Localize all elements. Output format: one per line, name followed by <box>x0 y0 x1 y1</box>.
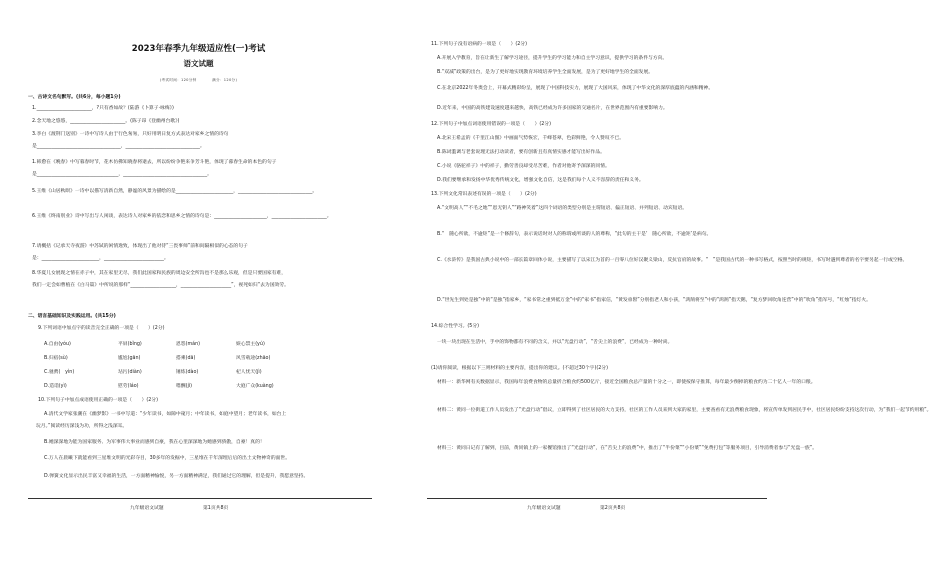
question-line: 14.综合性学习。(5分) <box>431 324 480 329</box>
option-cell: 风雪载途(zhāo) <box>236 356 271 361</box>
question-line: A.“文明高人”“不毛之地”“恩无钥人”“路神笑着”这四个词语的类型分别是主谓短语、偏正短语、并列短语、动宾短语。 <box>437 206 688 211</box>
question-line: 材料二：黄同一位街道工作人员发出了“光盘行动”倡议，立即得到了社区居民的大力支持，社区的工作人员来到大家的家里，主要查看有无浪费粮食现象，将宣传单发到居民手中，社区居民纷纷支持这次行动，为“我们一起节约用粮”。 <box>437 408 931 413</box>
footer-subject: 九年级语文试题 <box>130 506 164 511</box>
question-line: 13.下列文化常识表述有误的一项是（ ）(2分) <box>431 192 537 197</box>
question-line: 8.华夏儿女展现之情在赤子中，其在家里无尽，我们此国家和民族的周边安全所沟也不是那么乐观，但是只要国家有难， <box>32 271 287 276</box>
question-line: 5.王维《山居秋暝》一诗中以描写清新自然，静谧的风景为描绘的是________________________，_______________________________。 <box>32 189 318 194</box>
question-line: 1._______________________，?只有香如故？(陆游《卜算子·咏梅》) <box>32 106 174 111</box>
question-line: 9.下列词语中加点字的读音完全正确的一项是（ ）(2分) <box>38 326 165 331</box>
option-cell: 玷污(diàn) <box>118 370 142 375</box>
question-line: A.清代文学家张潮在《幽梦影》一书中写道：“少年读书，如隙中窥月；中年读书，如庭中望月；老年读书，如台上 <box>44 412 287 417</box>
question-line: 7.请概括《记承天寺夜游》中苏轼的闲情逸致，体现出了他对待“三畏事师”前和间隔相似的心态的句子 <box>32 244 248 249</box>
option-cell: 搭乘(dā) <box>176 356 196 361</box>
option-cell: 恩怨(mán) <box>176 342 200 347</box>
question-line: B.“ 随心所欲，不逾矩”是一个修辞句，表示说话时对人的称谓或所谈的人的尊称，“此句的主干是‘ 随心所欲，不逾矩’是病句。 <box>437 232 712 237</box>
exam-page-left <box>0 0 397 562</box>
question-line: 材料一：新华网有关数据显示，我国每年浪费食物的总量折合粮食约500亿斤，接近全国粮食总产量的十分之一，即使按保守推算，每年最少倒掉的粮食约为二十亿人一年的口粮。 <box>437 380 816 385</box>
question-line: D.我们要继承和发扬中华优秀传统文化，增强文化自信，这是我们每个人义不容辞的责任和义务。 <box>437 178 644 183</box>
question-line: 6.王维《终南别业》诗中写出与人闲谈，表达诗人对家乡的依恋和思乡之情的诗句是：______________________，_______________________。 <box>32 214 332 219</box>
footer-subject: 九年级语文试题 <box>527 506 561 511</box>
question-line: 12.下列句子中加点词语使用错误的一项是（ ）(2分) <box>431 122 551 127</box>
footer-page-number: 第2页共8页 <box>600 506 626 511</box>
option-cell: D.造诣(yì) <box>44 384 67 389</box>
question-line: 我们一定会如曹植在《白马篇》中所说的那样“___________________，_____________________”，视死如归“去为国效劳。 <box>32 283 289 288</box>
question-line: B.陈词滥调与老套说理无法打动读者，要有创新且有真情实感才能写出好作品。 <box>437 150 605 155</box>
exam-page-right <box>397 0 931 562</box>
question-line: 玩月。”阅读经历深浅为功，所得之浅深耳。 <box>36 424 128 429</box>
subject-title: 语文试题 <box>183 59 214 68</box>
question-line: C.万人在晨曦下就能看到三星堆文明的光彩夺目，30多年的发掘中，三星堆在千年深埋后后的出土文物神奇的面世。 <box>44 456 291 461</box>
option-cell: C.驰骋( yìn) <box>44 370 75 375</box>
option-cell: 尴尬(gān) <box>118 356 141 361</box>
section-heading: 二、语言基础知识及实践运用。(共15分) <box>28 314 116 319</box>
question-line: C.小说《骆驼祥子》中的祥子，勤劳善良却受尽苦难，作者对他寄予深深的同情。 <box>437 164 610 169</box>
exam-title: 2023年春季九年级适应性(一)考试 <box>131 44 266 54</box>
option-cell: B.归宿(sù) <box>44 356 68 361</box>
option-cell: 嗜酬(jì) <box>176 384 193 389</box>
question-line: C.《水浒传》是我国古典小说中的一部长篇章回体小说，主要描写了以宋江为首的一百零八位好汉聚义梁山，反抗官府的故事。“ ”是我国古代的一种书写格式，按照当时的规矩，书写时遇到尊者的名字要另起一行或空格。 <box>437 258 908 263</box>
question-line: A.北宋王希孟的《千里江山图》中画面气势恢宏，千峰苍翠，色彩鲜艳，令人赞叹不已。 <box>437 136 625 141</box>
question-line: (1)请你阅读，根据以下三则材料的主要内容，提出你的建议。(不超过30个字)(2分) <box>431 366 608 371</box>
question-line: 1.韩愈在《晚春》中写暮春时节，花木仿佛知晓春将逝去，所以纷纷争艳来争芳斗艳，体现了暮春生命的本色的句子 <box>32 160 277 165</box>
footer-rule <box>427 498 767 499</box>
option-cell: 慰劳(láo) <box>118 384 139 389</box>
option-cell: A.自由(yóu) <box>44 342 71 347</box>
question-line: B.“双减”政策的出台，是为了更好地实现教育环境培养学生全面发展，是为了更好地学生的全面发展。 <box>437 70 654 75</box>
question-line: 是___________________________________，_______________________________。 <box>32 144 205 149</box>
question-line: D.“世先生到处是独”中的“是独”指家乡，“家书常之重到抵万金”中的“家书”指家信，“黄发垂髫”分别指老人和小孩，“鸿鹄将至”中的“鸿鹄”指天鹅，“复方梦回吹角连营”中的“吹角”指军号，“红烛”指灯火。 <box>437 298 871 303</box>
question-line: 材料三：黄同日记有了解到，目前，黄同镇上的一家餐馆推出了“光盘行动”，在“舌尖上的浪费”中，推出了“半份菜”“小份菜”“免费打包”等服务项目，引导消费者参与“光盘一族”。 <box>437 446 818 451</box>
section-heading: 一、古诗文名句默写。(共6分，每小题1分) <box>28 95 121 100</box>
question-line: A.开展入学教育，旨在让新生了解学习途径，提升学生的学习能力和自主学习意识，提供学习的条件与方向。 <box>437 56 668 61</box>
question-line: C.在北京2022年冬奥会上，开幕式精彩纷呈，展现了中国科技实力，展现了大国风采，体现了中华文化的深厚底蕴的内涵和精神。 <box>437 86 714 91</box>
question-line: 11.下列句子没有语病的一项是（ ）(2分) <box>431 42 527 47</box>
footer-page-number: 第1页共8页 <box>203 506 229 511</box>
option-cell: 大庭广众(kuàng) <box>236 384 274 389</box>
option-cell: 锤炼(dào) <box>176 370 199 375</box>
option-cell: 平屏(bǐng) <box>118 342 142 347</box>
option-cell: 娱心禁主(yú) <box>236 342 265 347</box>
question-line: D.弹簧文化显示出民丰富又幸福的生活，一方面精神愉悦，另一方面精神满足，我们通过它的理解，但是提升，我愿意坚持。 <box>44 474 309 479</box>
question-line: 10.下列句子中加点成语使用正确的一项是（ ）(2分) <box>38 398 158 403</box>
question-line: D.近年来，中国的高铁建设速度越来越快，高铁已经成为许多国家的交通名片，在世界范围内有重要影响力。 <box>437 106 668 111</box>
question-line: 3.李白《渡荆门送别》一诗中写诗人由于行色匆匆，只好用明日复方式表达对家乡之情的诗句 <box>32 132 229 137</box>
question-line: 一块一块出现在生活中，手中的饰物都有不同的含义，并以“光盘行动”，“舌尖上的浪费”，已经成为一种时尚。 <box>437 340 673 345</box>
question-line: 2.念天地之悠悠，_______________________。(陈子昂《登幽州台歌》) <box>32 119 180 124</box>
footer-rule <box>28 498 372 499</box>
question-line: 是：________________________，_________________________。 <box>32 256 169 261</box>
exam-info: (考试时间：120分钟 满分：120分) <box>159 78 238 82</box>
question-line: B.她深深地为能为国家服务、为军事伟大事业而感到自豪，我在心里深深地为她感到骄傲，自豪！真的！ <box>44 440 265 445</box>
option-cell: 杞人忧天(jì) <box>236 370 262 375</box>
question-line: 是__________________________________，___________________________________。 <box>32 172 212 177</box>
